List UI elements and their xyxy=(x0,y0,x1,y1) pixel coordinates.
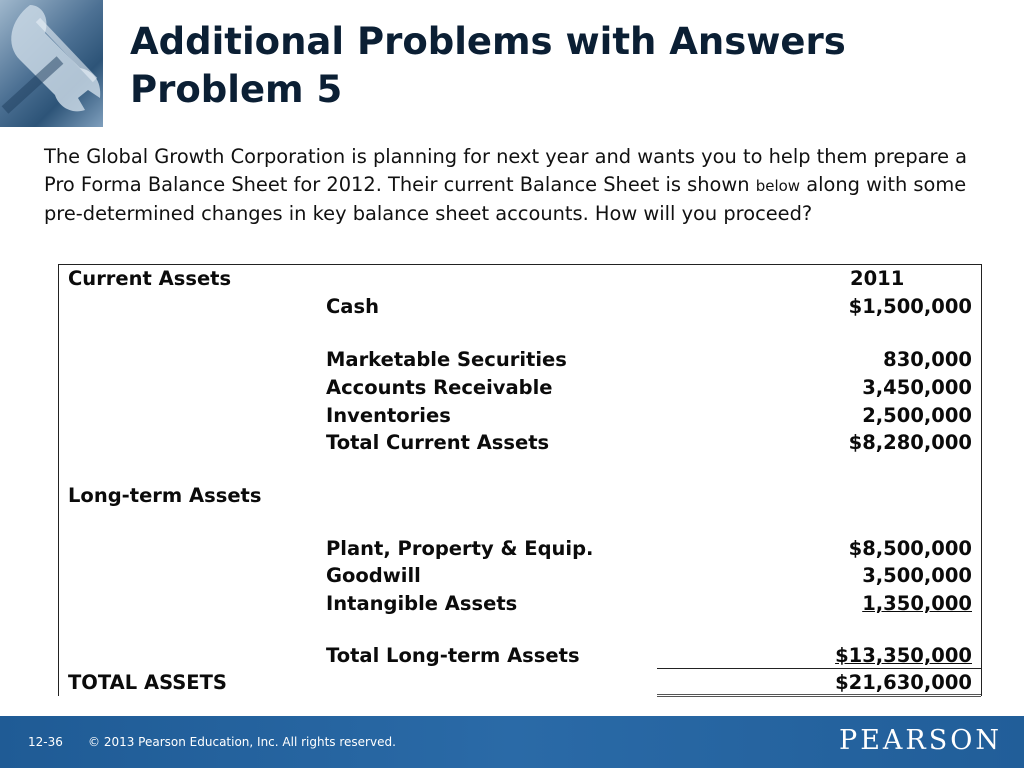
slide-number: 12-36 xyxy=(28,735,63,749)
table-row xyxy=(59,642,981,670)
table-row xyxy=(59,590,981,618)
table-row xyxy=(59,374,981,402)
table-row xyxy=(59,293,981,321)
row-value: 2,500,000 xyxy=(862,404,972,427)
intro-text-1: The Global Growth Corporation is planning for next year and wants you to help them prepare a Pro Forma Balance Sheet for 2012. Their current Balance Sheet is shown xyxy=(44,145,968,196)
row-value: 1,350,000 xyxy=(862,592,972,615)
intro-text-2: along with some pre-determined changes in key balance sheet accounts. How will you proceed? xyxy=(44,173,967,225)
title-line-2: Problem 5 xyxy=(130,68,343,111)
row-label: Inventories xyxy=(326,404,451,427)
table-row xyxy=(59,535,981,563)
current-assets-heading: Current Assets xyxy=(68,267,232,290)
long-term-assets-heading: Long-term Assets xyxy=(68,484,262,507)
table-row xyxy=(59,429,981,457)
row-label: Cash xyxy=(326,295,379,318)
footer-bar xyxy=(0,716,1024,768)
row-value: 3,450,000 xyxy=(862,376,972,399)
intro-text-below: below xyxy=(755,177,801,195)
row-value: 830,000 xyxy=(883,348,972,371)
long-term-heading-row xyxy=(59,482,981,510)
total-assets-value: $21,630,000 xyxy=(835,671,972,694)
double-underline xyxy=(657,694,981,697)
title-line-1: Additional Problems with Answers xyxy=(130,20,846,63)
row-label: Marketable Securities xyxy=(326,348,567,371)
row-value: $1,500,000 xyxy=(848,295,972,318)
table-row xyxy=(59,402,981,430)
copyright-text: © 2013 Pearson Education, Inc. All rights reserved. xyxy=(88,735,396,749)
row-label: Intangible Assets xyxy=(326,592,518,615)
row-label: Plant, Property & Equip. xyxy=(326,537,594,560)
total-assets-label: TOTAL ASSETS xyxy=(68,671,227,694)
table-row xyxy=(59,562,981,590)
row-value: $13,350,000 xyxy=(835,644,972,667)
balance-sheet-table xyxy=(58,264,982,696)
pearson-logo: PEARSON xyxy=(839,725,1002,756)
year-column-header: 2011 xyxy=(850,267,905,290)
problem-description xyxy=(44,143,984,228)
row-value: 3,500,000 xyxy=(862,564,972,587)
row-label: Total Current Assets xyxy=(326,431,550,454)
row-label: Accounts Receivable xyxy=(326,376,553,399)
table-row xyxy=(59,346,981,374)
row-label: Total Long-term Assets xyxy=(326,644,580,667)
row-value: $8,280,000 xyxy=(848,431,972,454)
slide-title xyxy=(130,18,846,114)
row-value: $8,500,000 xyxy=(848,537,972,560)
wrench-icon xyxy=(0,0,103,127)
table-header-row xyxy=(59,265,981,293)
total-assets-row xyxy=(59,669,981,697)
row-label: Goodwill xyxy=(326,564,421,587)
